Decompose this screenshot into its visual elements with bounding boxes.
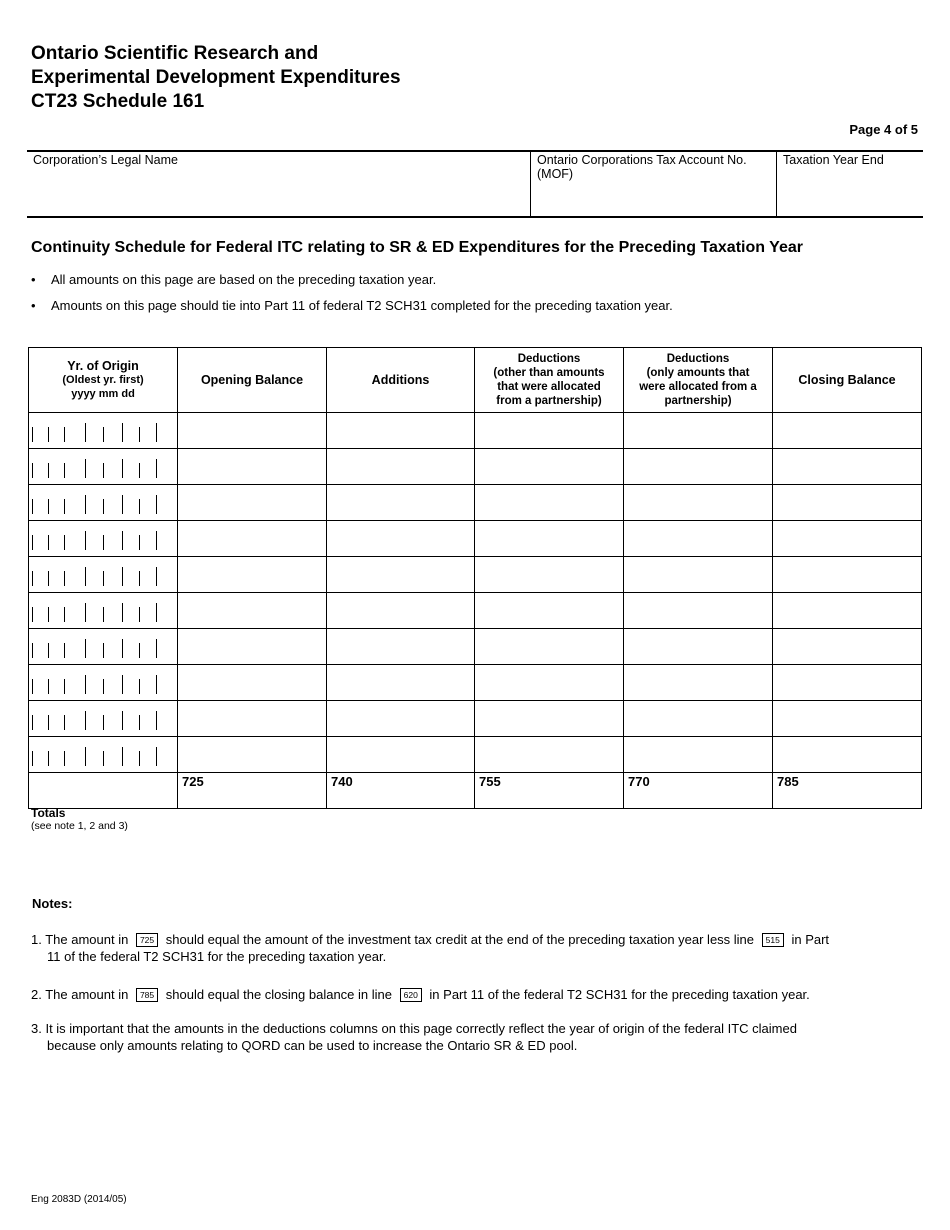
line-reference-box: 725: [136, 933, 158, 947]
date-comb-tick: [139, 499, 140, 514]
col-year-of-origin: [29, 348, 178, 413]
date-comb-tick: [122, 603, 123, 622]
col-year-sub2: yyyy mm dd: [71, 388, 135, 400]
col-ded1-title: Deductions: [517, 353, 581, 365]
col-additions: Additions: [327, 348, 475, 413]
continuity-table: [28, 347, 922, 832]
deductions-other-input[interactable]: [475, 593, 624, 629]
date-comb-tick: [122, 531, 123, 550]
table-row: [29, 413, 922, 449]
line-code: 770: [628, 774, 650, 789]
line-reference-box: 515: [762, 933, 784, 947]
date-comb-tick: [103, 715, 104, 730]
date-comb-tick: [103, 463, 104, 478]
line-code: 785: [777, 774, 799, 789]
deductions-partnership-input[interactable]: [624, 521, 773, 557]
opening-balance-input[interactable]: [178, 629, 327, 665]
note-3-line-2: because only amounts relating to QORD can be used to increase the Ontario SR & ED pool.: [47, 1038, 578, 1053]
date-comb-tick: [64, 607, 65, 622]
year-of-origin-date-field[interactable]: [29, 737, 178, 773]
table-row: [29, 629, 922, 665]
opening-balance-input[interactable]: [178, 485, 327, 521]
date-comb-tick: [32, 751, 33, 766]
date-comb-tick: [139, 535, 140, 550]
deductions-partnership-input[interactable]: [624, 629, 773, 665]
date-comb-tick: [122, 639, 123, 658]
col-ded1-sub2: that were allocated: [497, 381, 601, 393]
date-comb-tick: [122, 459, 123, 478]
date-comb-tick: [139, 643, 140, 658]
date-comb-tick: [156, 747, 157, 766]
opening-balance-input[interactable]: [178, 413, 327, 449]
date-comb-tick: [48, 499, 49, 514]
date-comb-tick: [156, 567, 157, 586]
additions-input[interactable]: [327, 449, 475, 485]
date-comb-tick: [32, 427, 33, 442]
date-comb-tick: [48, 751, 49, 766]
col-deductions-partnership: [624, 348, 773, 413]
date-comb-tick: [156, 495, 157, 514]
date-comb-tick: [103, 607, 104, 622]
date-comb-tick: [139, 751, 140, 766]
opening-balance-input[interactable]: [178, 449, 327, 485]
date-comb-tick: [139, 463, 140, 478]
date-comb-tick: [48, 715, 49, 730]
date-comb-tick: [32, 499, 33, 514]
date-comb-tick: [139, 571, 140, 586]
col-ded2-sub1: (only amounts that: [646, 367, 750, 379]
year-of-origin-date-field[interactable]: [29, 485, 178, 521]
note-2-text-a: 2. The amount in: [31, 987, 129, 1002]
deductions-other-input[interactable]: [475, 629, 624, 665]
date-comb-tick: [32, 643, 33, 658]
col-year-title: Yr. of Origin: [67, 359, 139, 373]
total-deductions-other[interactable]: [475, 773, 624, 809]
opening-balance-input[interactable]: [178, 737, 327, 773]
deductions-other-input[interactable]: [475, 737, 624, 773]
date-comb-tick: [32, 535, 33, 550]
date-comb-tick: [85, 531, 86, 550]
closing-balance-input[interactable]: [773, 701, 922, 737]
deductions-other-input[interactable]: [475, 449, 624, 485]
deductions-partnership-input[interactable]: [624, 665, 773, 701]
date-comb-tick: [48, 571, 49, 586]
year-of-origin-date-field[interactable]: [29, 665, 178, 701]
year-of-origin-date-field[interactable]: [29, 413, 178, 449]
date-comb-tick: [103, 751, 104, 766]
date-comb-tick: [32, 463, 33, 478]
date-comb-tick: [103, 571, 104, 586]
deductions-partnership-input[interactable]: [624, 737, 773, 773]
date-comb-tick: [85, 747, 86, 766]
date-comb-tick: [139, 607, 140, 622]
title-line-2: Experimental Development Expenditures: [31, 67, 401, 88]
year-of-origin-date-field[interactable]: [29, 629, 178, 665]
deductions-partnership-input[interactable]: [624, 449, 773, 485]
deductions-other-input[interactable]: [475, 413, 624, 449]
title-line-1: Ontario Scientific Research and: [31, 43, 319, 64]
additions-input[interactable]: [327, 701, 475, 737]
closing-balance-input[interactable]: [773, 593, 922, 629]
year-of-origin-date-field[interactable]: [29, 593, 178, 629]
opening-balance-input[interactable]: [178, 701, 327, 737]
date-comb-tick: [103, 427, 104, 442]
totals-label-cell: [29, 773, 178, 832]
year-of-origin-date-field[interactable]: [29, 449, 178, 485]
table-header-row: [29, 348, 922, 413]
date-comb-tick: [32, 679, 33, 694]
date-comb-tick: [32, 607, 33, 622]
date-comb-tick: [85, 495, 86, 514]
date-comb-tick: [64, 715, 65, 730]
date-comb-tick: [103, 643, 104, 658]
col-ded2-sub2: were allocated from a: [639, 381, 757, 393]
table-row: [29, 701, 922, 737]
date-comb-tick: [48, 535, 49, 550]
note-3-line-1: 3. It is important that the amounts in the deductions columns on this page correctly reflect the year of origin of the federal ITC claimed: [31, 1021, 797, 1036]
date-comb-tick: [48, 427, 49, 442]
table-row: [29, 557, 922, 593]
table-row: [29, 485, 922, 521]
closing-balance-input[interactable]: [773, 413, 922, 449]
deductions-other-input[interactable]: [475, 485, 624, 521]
col-year-sub1: (Oldest yr. first): [62, 374, 144, 386]
instruction-item: • All amounts on this page are based on the preceding taxation year.: [31, 271, 673, 297]
date-comb-tick: [64, 463, 65, 478]
line-code: 740: [331, 774, 353, 789]
tax-account-label: Ontario Corporations Tax Account No.: [537, 153, 747, 167]
date-comb-tick: [64, 427, 65, 442]
line-code: 725: [182, 774, 204, 789]
date-comb-tick: [156, 423, 157, 442]
date-comb-tick: [85, 603, 86, 622]
year-of-origin-date-field[interactable]: [29, 521, 178, 557]
year-of-origin-date-field[interactable]: [29, 701, 178, 737]
additions-input[interactable]: [327, 737, 475, 773]
table-row: [29, 737, 922, 773]
date-comb-tick: [48, 679, 49, 694]
date-comb-tick: [156, 531, 157, 550]
closing-balance-input[interactable]: [773, 629, 922, 665]
opening-balance-input[interactable]: [178, 557, 327, 593]
tax-account-field[interactable]: [530, 152, 776, 216]
col-ded1-sub3: from a partnership): [496, 395, 602, 407]
additions-input[interactable]: [327, 485, 475, 521]
date-comb-tick: [32, 715, 33, 730]
deductions-partnership-input[interactable]: [624, 557, 773, 593]
deductions-other-input[interactable]: [475, 665, 624, 701]
date-comb-tick: [48, 463, 49, 478]
total-additions[interactable]: [327, 773, 475, 809]
date-comb-tick: [64, 499, 65, 514]
date-comb-tick: [85, 639, 86, 658]
totals-label: Totals: [31, 806, 66, 820]
page-number: Page 4 of 5: [849, 122, 918, 137]
date-comb-tick: [139, 427, 140, 442]
note-1-line-2: 11 of the federal T2 SCH31 for the preceding taxation year.: [47, 949, 387, 964]
note-1-text-b: should equal the amount of the investment tax credit at the end of the preceding taxation year less line: [165, 932, 755, 947]
date-comb-tick: [64, 751, 65, 766]
date-comb-tick: [156, 459, 157, 478]
date-comb-tick: [64, 571, 65, 586]
note-2-text-c: in Part 11 of the federal T2 SCH31 for the preceding taxation year.: [429, 987, 810, 1002]
line-reference-box: 620: [400, 988, 422, 1002]
deductions-other-input[interactable]: [475, 557, 624, 593]
note-3: [31, 1020, 901, 1054]
date-comb-tick: [85, 459, 86, 478]
date-comb-tick: [85, 567, 86, 586]
date-comb-tick: [139, 715, 140, 730]
notes-heading: Notes:: [32, 896, 73, 911]
date-comb-tick: [122, 711, 123, 730]
deductions-partnership-input[interactable]: [624, 593, 773, 629]
total-opening-balance[interactable]: [178, 773, 327, 809]
table-row: [29, 449, 922, 485]
year-end-label: Taxation Year End: [783, 153, 884, 167]
opening-balance-input[interactable]: [178, 593, 327, 629]
date-comb-tick: [32, 571, 33, 586]
deductions-partnership-input[interactable]: [624, 413, 773, 449]
legal-name-field[interactable]: [27, 152, 530, 216]
date-comb-tick: [103, 499, 104, 514]
table-row: [29, 665, 922, 701]
date-comb-tick: [85, 711, 86, 730]
additions-input[interactable]: [327, 593, 475, 629]
year-end-field[interactable]: [776, 152, 923, 216]
date-comb-tick: [103, 679, 104, 694]
col-ded2-title: Deductions: [666, 353, 730, 365]
closing-balance-input[interactable]: [773, 737, 922, 773]
closing-balance-input[interactable]: [773, 557, 922, 593]
note-2: [31, 986, 901, 1003]
note-1-text-a: 1. The amount in: [31, 932, 129, 947]
additions-input[interactable]: [327, 557, 475, 593]
date-comb-tick: [156, 639, 157, 658]
totals-note: (see note 1, 2 and 3): [31, 820, 128, 832]
date-comb-tick: [85, 423, 86, 442]
date-comb-tick: [64, 535, 65, 550]
identification-header: [27, 150, 923, 218]
date-comb-tick: [48, 607, 49, 622]
date-comb-tick: [85, 675, 86, 694]
legal-name-label: Corporation’s Legal Name: [33, 153, 178, 167]
form-title: [31, 42, 401, 114]
date-comb-tick: [122, 675, 123, 694]
table-row: [29, 593, 922, 629]
opening-balance-input[interactable]: [178, 521, 327, 557]
date-comb-tick: [139, 679, 140, 694]
deductions-other-input[interactable]: [475, 701, 624, 737]
instruction-list: [31, 271, 673, 323]
date-comb-tick: [122, 747, 123, 766]
line-code: 755: [479, 774, 501, 789]
note-1: [31, 931, 901, 965]
col-ded2-sub3: partnership): [664, 395, 732, 407]
instruction-item: • Amounts on this page should tie into Part 11 of federal T2 SCH31 completed for the preceding taxation year.: [31, 297, 673, 323]
date-comb-tick: [64, 643, 65, 658]
closing-balance-input[interactable]: [773, 665, 922, 701]
closing-balance-input[interactable]: [773, 521, 922, 557]
date-comb-tick: [156, 675, 157, 694]
additions-input[interactable]: [327, 521, 475, 557]
date-comb-tick: [156, 603, 157, 622]
form-number: Eng 2083D (2014/05): [31, 1194, 127, 1205]
date-comb-tick: [64, 679, 65, 694]
tax-account-label-mof: (MOF): [537, 167, 574, 181]
total-deductions-partnership[interactable]: [624, 773, 773, 809]
total-closing-balance[interactable]: [773, 773, 922, 809]
note-2-text-b: should equal the closing balance in line: [165, 987, 392, 1002]
year-of-origin-date-field[interactable]: [29, 557, 178, 593]
deductions-partnership-input[interactable]: [624, 485, 773, 521]
additions-input[interactable]: [327, 413, 475, 449]
line-reference-box: 785: [136, 988, 158, 1002]
additions-input[interactable]: [327, 665, 475, 701]
title-line-3: CT23 Schedule 161: [31, 91, 205, 112]
col-deductions-other: [475, 348, 624, 413]
additions-input[interactable]: [327, 629, 475, 665]
table-row: [29, 521, 922, 557]
totals-row: [29, 773, 922, 809]
date-comb-tick: [48, 643, 49, 658]
date-comb-tick: [156, 711, 157, 730]
date-comb-tick: [122, 495, 123, 514]
col-opening-balance: Opening Balance: [178, 348, 327, 413]
opening-balance-input[interactable]: [178, 665, 327, 701]
closing-balance-input[interactable]: [773, 485, 922, 521]
date-comb-tick: [122, 423, 123, 442]
col-closing-balance: Closing Balance: [773, 348, 922, 413]
section-title: Continuity Schedule for Federal ITC relating to SR & ED Expenditures for the Preceding Taxation Year: [31, 239, 803, 256]
deductions-other-input[interactable]: [475, 521, 624, 557]
closing-balance-input[interactable]: [773, 449, 922, 485]
date-comb-tick: [103, 535, 104, 550]
date-comb-tick: [122, 567, 123, 586]
col-ded1-sub1: (other than amounts: [493, 367, 605, 379]
deductions-partnership-input[interactable]: [624, 701, 773, 737]
note-1-text-c: in Part: [791, 932, 830, 947]
